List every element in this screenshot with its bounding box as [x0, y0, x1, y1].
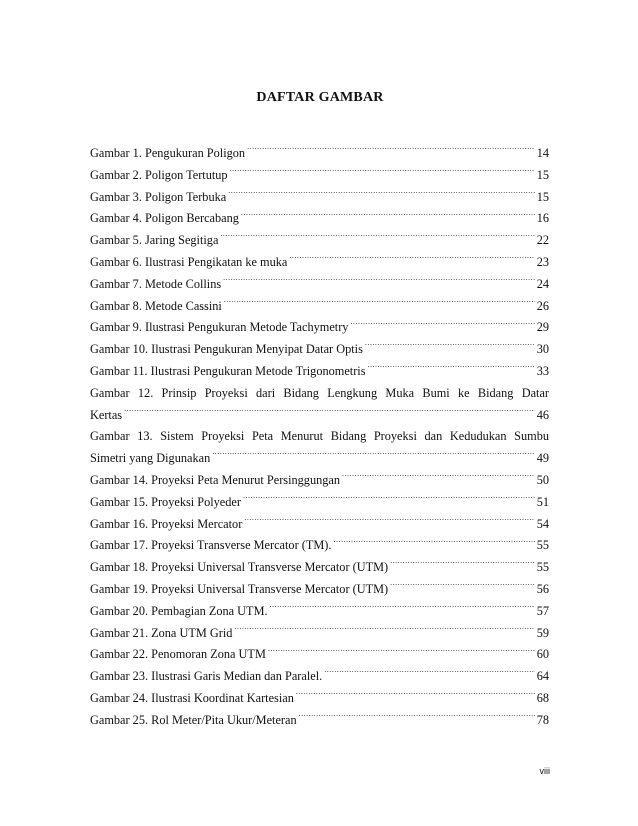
dot-leader — [365, 341, 535, 353]
toc-entry[interactable] — [90, 601, 549, 623]
toc-entry-label: Gambar 21. Zona UTM Grid — [90, 625, 233, 640]
toc-entry-line — [90, 710, 549, 732]
toc-entry[interactable] — [90, 208, 549, 230]
toc-entry[interactable] — [90, 361, 549, 383]
dot-leader — [324, 668, 534, 680]
toc-entry-label: Gambar 7. Metode Collins — [90, 276, 222, 291]
toc-entry-line — [90, 339, 549, 361]
toc-entry-line — [90, 187, 549, 209]
toc-entry-line — [90, 557, 549, 579]
toc-entry-label: Gambar 15. Proyeksi Polyeder — [90, 494, 241, 509]
toc-entry-line — [90, 535, 549, 557]
dot-leader — [228, 188, 535, 200]
toc-entry[interactable] — [90, 187, 549, 209]
dot-leader — [390, 559, 535, 571]
toc-entry-label: Gambar 11. Ilustrasi Pengukuran Metode Trigonometris — [90, 363, 366, 378]
toc-entry-page-number: 55 — [536, 538, 549, 553]
toc-entry-label: Gambar 5. Jaring Segitiga — [90, 233, 219, 248]
toc-entry-page-number: 59 — [536, 625, 549, 640]
toc-entry-line — [90, 688, 549, 710]
dot-leader — [299, 711, 535, 723]
toc-entry-line — [90, 579, 549, 601]
toc-entry-line — [90, 252, 549, 274]
toc-entry-line — [90, 274, 549, 296]
dot-leader — [350, 319, 534, 331]
toc-entry-label: Gambar 2. Poligon Tertutup — [90, 167, 228, 182]
toc-entry[interactable] — [90, 317, 549, 339]
toc-entry[interactable] — [90, 339, 549, 361]
toc-entry-page-number: 60 — [536, 647, 549, 662]
dot-leader — [289, 254, 534, 266]
toc-entry-line — [90, 165, 549, 187]
toc-entry-label: Gambar 6. Ilustrasi Pengikatan ke muka — [90, 254, 288, 269]
toc-entry[interactable] — [90, 296, 549, 318]
toc-entry-label: Simetri yang Digunakan — [90, 451, 211, 466]
toc-entry-page-number: 29 — [536, 320, 549, 335]
toc-entry-page-number: 46 — [536, 407, 549, 422]
toc-entry-line — [90, 143, 549, 165]
toc-entry-line — [90, 470, 549, 492]
dot-leader — [241, 210, 535, 222]
toc-entry-page-number: 51 — [536, 494, 549, 509]
dot-leader — [230, 167, 535, 179]
toc-entry-label: Gambar 9. Ilustrasi Pengukuran Metode Tachymetry — [90, 320, 349, 335]
dot-leader — [333, 537, 534, 549]
toc-entry-label: Gambar 22. Penomoran Zona UTM — [90, 647, 266, 662]
dot-leader — [390, 581, 535, 593]
toc-entry-label: Gambar 23. Ilustrasi Garis Median dan Paralel. — [90, 669, 323, 684]
toc-entry-line — [90, 644, 549, 666]
toc-entry-label-first-line: Gambar 13. Sistem Proyeksi Peta Menurut Bidang Proyeksi dan Kedudukan Sumbu — [90, 429, 549, 444]
toc-entry[interactable] — [90, 165, 549, 187]
toc-entry[interactable] — [90, 666, 549, 688]
toc-entry[interactable] — [90, 579, 549, 601]
toc-entry-page-number: 33 — [536, 363, 549, 378]
toc-entry-page-number: 16 — [536, 211, 549, 226]
dot-leader — [244, 515, 534, 527]
toc-entry-label: Gambar 8. Metode Cassini — [90, 298, 222, 313]
toc-entry-page-number: 78 — [536, 712, 549, 727]
toc-entry-page-number: 55 — [536, 560, 549, 575]
dot-leader — [268, 646, 535, 658]
toc-entry-page-number: 15 — [536, 167, 549, 182]
dot-leader — [224, 297, 535, 309]
toc-entry-line — [90, 514, 549, 536]
toc-entry-page-number: 57 — [536, 603, 549, 618]
toc-entry[interactable] — [90, 230, 549, 252]
toc-entry-label: Gambar 10. Ilustrasi Pengukuran Menyipat Datar Optis — [90, 342, 363, 357]
toc-entry-line — [90, 208, 549, 230]
dot-leader — [124, 406, 535, 418]
dot-leader — [247, 145, 535, 157]
toc-entry-label: Gambar 18. Proyeksi Universal Transverse Mercator (UTM) — [90, 560, 389, 575]
toc-entry-page-number: 30 — [536, 342, 549, 357]
dot-leader — [220, 232, 534, 244]
dot-leader — [234, 624, 534, 636]
dot-leader — [270, 602, 535, 614]
toc-entry-page-number: 22 — [536, 233, 549, 248]
toc-entry[interactable] — [90, 143, 549, 165]
toc-entry[interactable] — [90, 274, 549, 296]
toc-entry-label: Gambar 1. Pengukuran Poligon — [90, 146, 246, 160]
toc-entry[interactable] — [90, 252, 549, 274]
toc-entry-page-number: 68 — [536, 690, 549, 705]
toc-entry-line — [90, 405, 549, 427]
toc-entry-page-number: 23 — [536, 254, 549, 269]
toc-entry-line — [90, 666, 549, 688]
toc-entry[interactable] — [90, 383, 549, 427]
toc-entry-page-number: 15 — [536, 189, 549, 204]
list-of-figures — [90, 143, 549, 732]
toc-entry-page-number: 14 — [536, 146, 549, 160]
toc-entry-label: Gambar 16. Proyeksi Mercator — [90, 516, 243, 531]
toc-entry-label: Gambar 17. Proyeksi Transverse Mercator (TM). — [90, 538, 332, 553]
toc-entry-line — [90, 296, 549, 318]
toc-entry-page-number: 50 — [536, 472, 549, 487]
toc-entry-line — [90, 623, 549, 645]
toc-entry[interactable] — [90, 710, 549, 732]
toc-entry-line — [90, 492, 549, 514]
page-title: DAFTAR GAMBAR — [256, 90, 384, 105]
dot-leader — [212, 450, 534, 462]
dot-leader — [368, 363, 535, 375]
toc-entry[interactable] — [90, 688, 549, 710]
page-number: viii — [539, 766, 550, 776]
dot-leader — [243, 493, 535, 505]
toc-entry[interactable] — [90, 535, 549, 557]
toc-entry-label-first-line: Gambar 12. Prinsip Proyeksi dari Bidang Lengkung Muka Bumi ke Bidang Datar — [90, 385, 549, 400]
dot-leader — [296, 690, 535, 702]
toc-entry-line — [90, 230, 549, 252]
toc-entry-label: Gambar 14. Proyeksi Peta Menurut Persinggungan — [90, 472, 340, 487]
dot-leader — [223, 275, 535, 287]
toc-entry-label: Gambar 3. Poligon Terbuka — [90, 189, 227, 204]
toc-entry-page-number: 24 — [536, 276, 549, 291]
toc-entry-page-number: 49 — [536, 451, 549, 466]
toc-entry[interactable] — [90, 644, 549, 666]
toc-entry-label: Gambar 25. Rol Meter/Pita Ukur/Meteran — [90, 712, 297, 727]
toc-entry[interactable] — [90, 557, 549, 579]
toc-entry[interactable] — [90, 492, 549, 514]
toc-entry[interactable] — [90, 623, 549, 645]
toc-entry-label: Gambar 19. Proyeksi Universal Transverse Mercator (UTM) — [90, 581, 389, 596]
toc-entry-line — [90, 317, 549, 339]
toc-entry-label: Gambar 4. Poligon Bercabang — [90, 211, 239, 226]
toc-entry-line — [90, 361, 549, 383]
toc-entry-label: Kertas — [90, 407, 123, 422]
toc-entry-label: Gambar 24. Ilustrasi Koordinat Kartesian — [90, 690, 294, 705]
toc-entry-page-number: 26 — [536, 298, 549, 313]
toc-entry-page-number: 64 — [536, 669, 549, 684]
toc-entry-label: Gambar 20. Pembagian Zona UTM. — [90, 603, 268, 618]
dot-leader — [342, 472, 535, 484]
toc-entry[interactable] — [90, 514, 549, 536]
toc-entry-page-number: 54 — [536, 516, 549, 531]
toc-entry-line — [90, 448, 549, 470]
toc-entry[interactable] — [90, 470, 549, 492]
toc-entry[interactable] — [90, 426, 549, 470]
toc-entry-line — [90, 601, 549, 623]
toc-entry-page-number: 56 — [536, 581, 549, 596]
